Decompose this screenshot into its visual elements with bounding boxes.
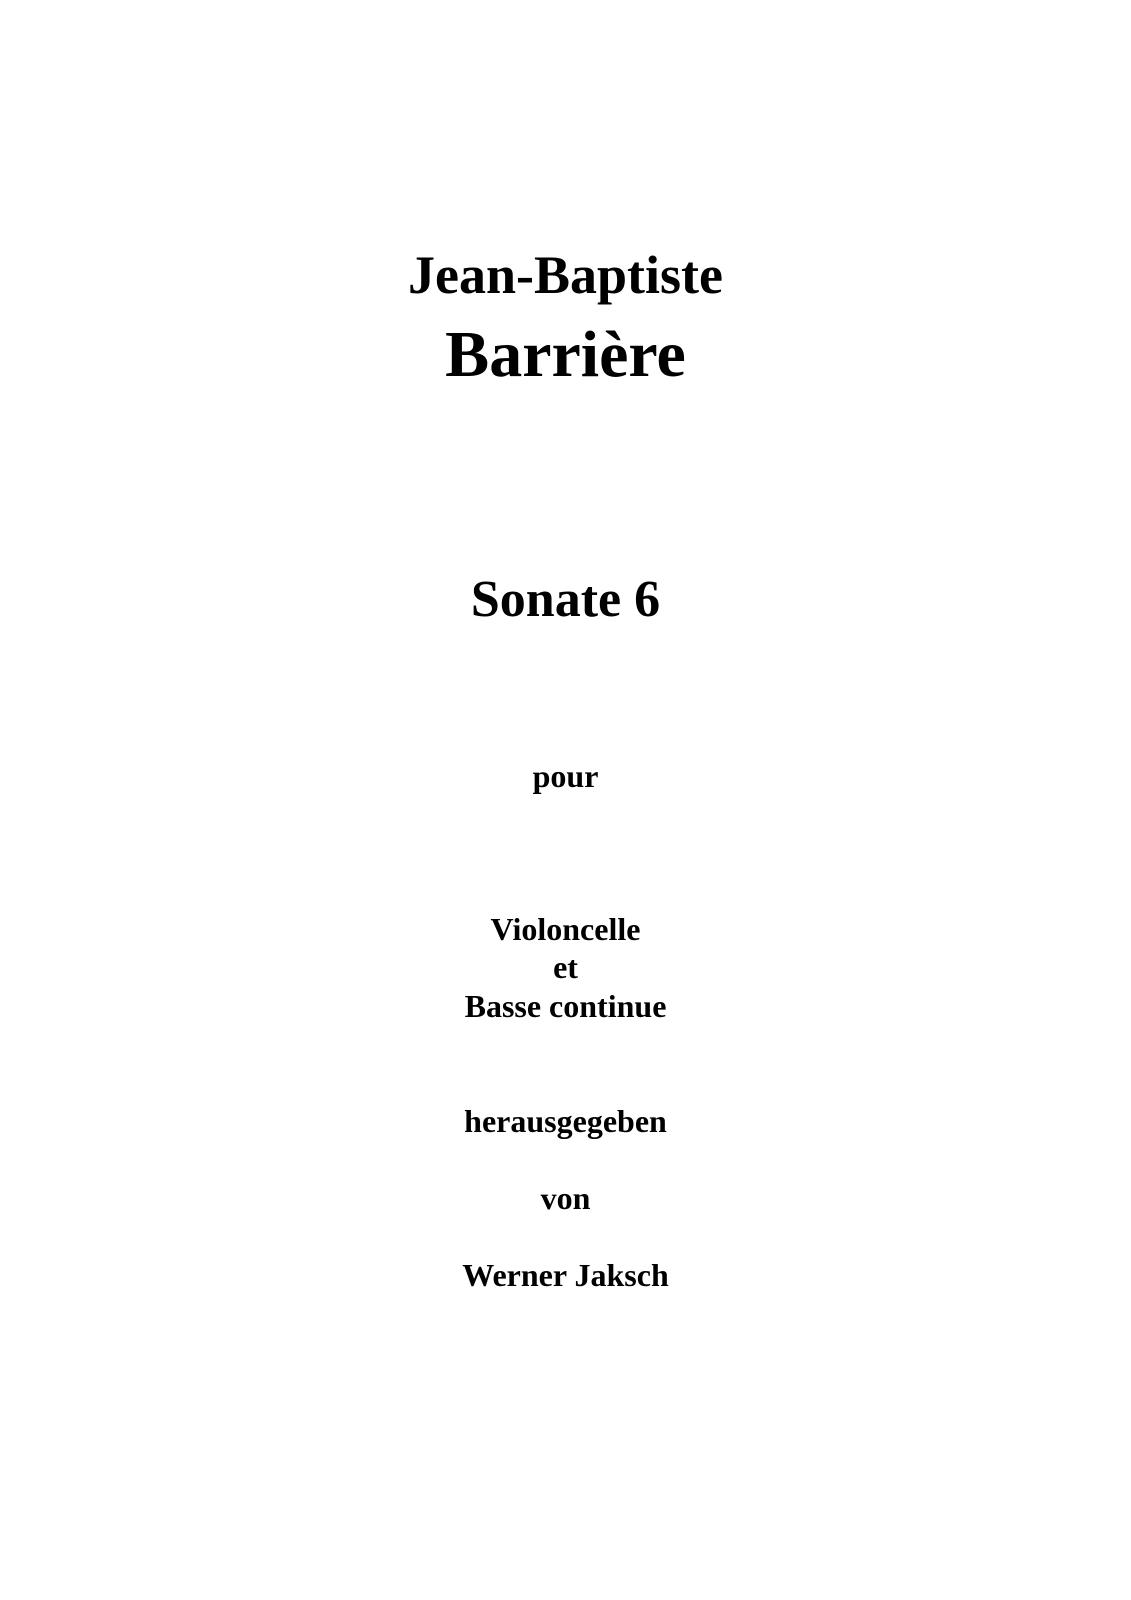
- scoring-intro: pour: [532, 758, 599, 794]
- edition-label: herausgegeben: [464, 1103, 667, 1139]
- instrument-basse-continue: Basse continue: [464, 988, 667, 1024]
- composer-first-name: Jean-Baptiste: [408, 245, 723, 305]
- work-title: Sonate 6: [470, 571, 661, 628]
- edition-by: von: [540, 1180, 591, 1216]
- instrument-conjunction: et: [553, 949, 578, 985]
- composer-last-name: Barrière: [445, 318, 686, 391]
- editor-name: Werner Jaksch: [462, 1257, 669, 1293]
- instrument-violoncelle: Violoncelle: [490, 911, 641, 947]
